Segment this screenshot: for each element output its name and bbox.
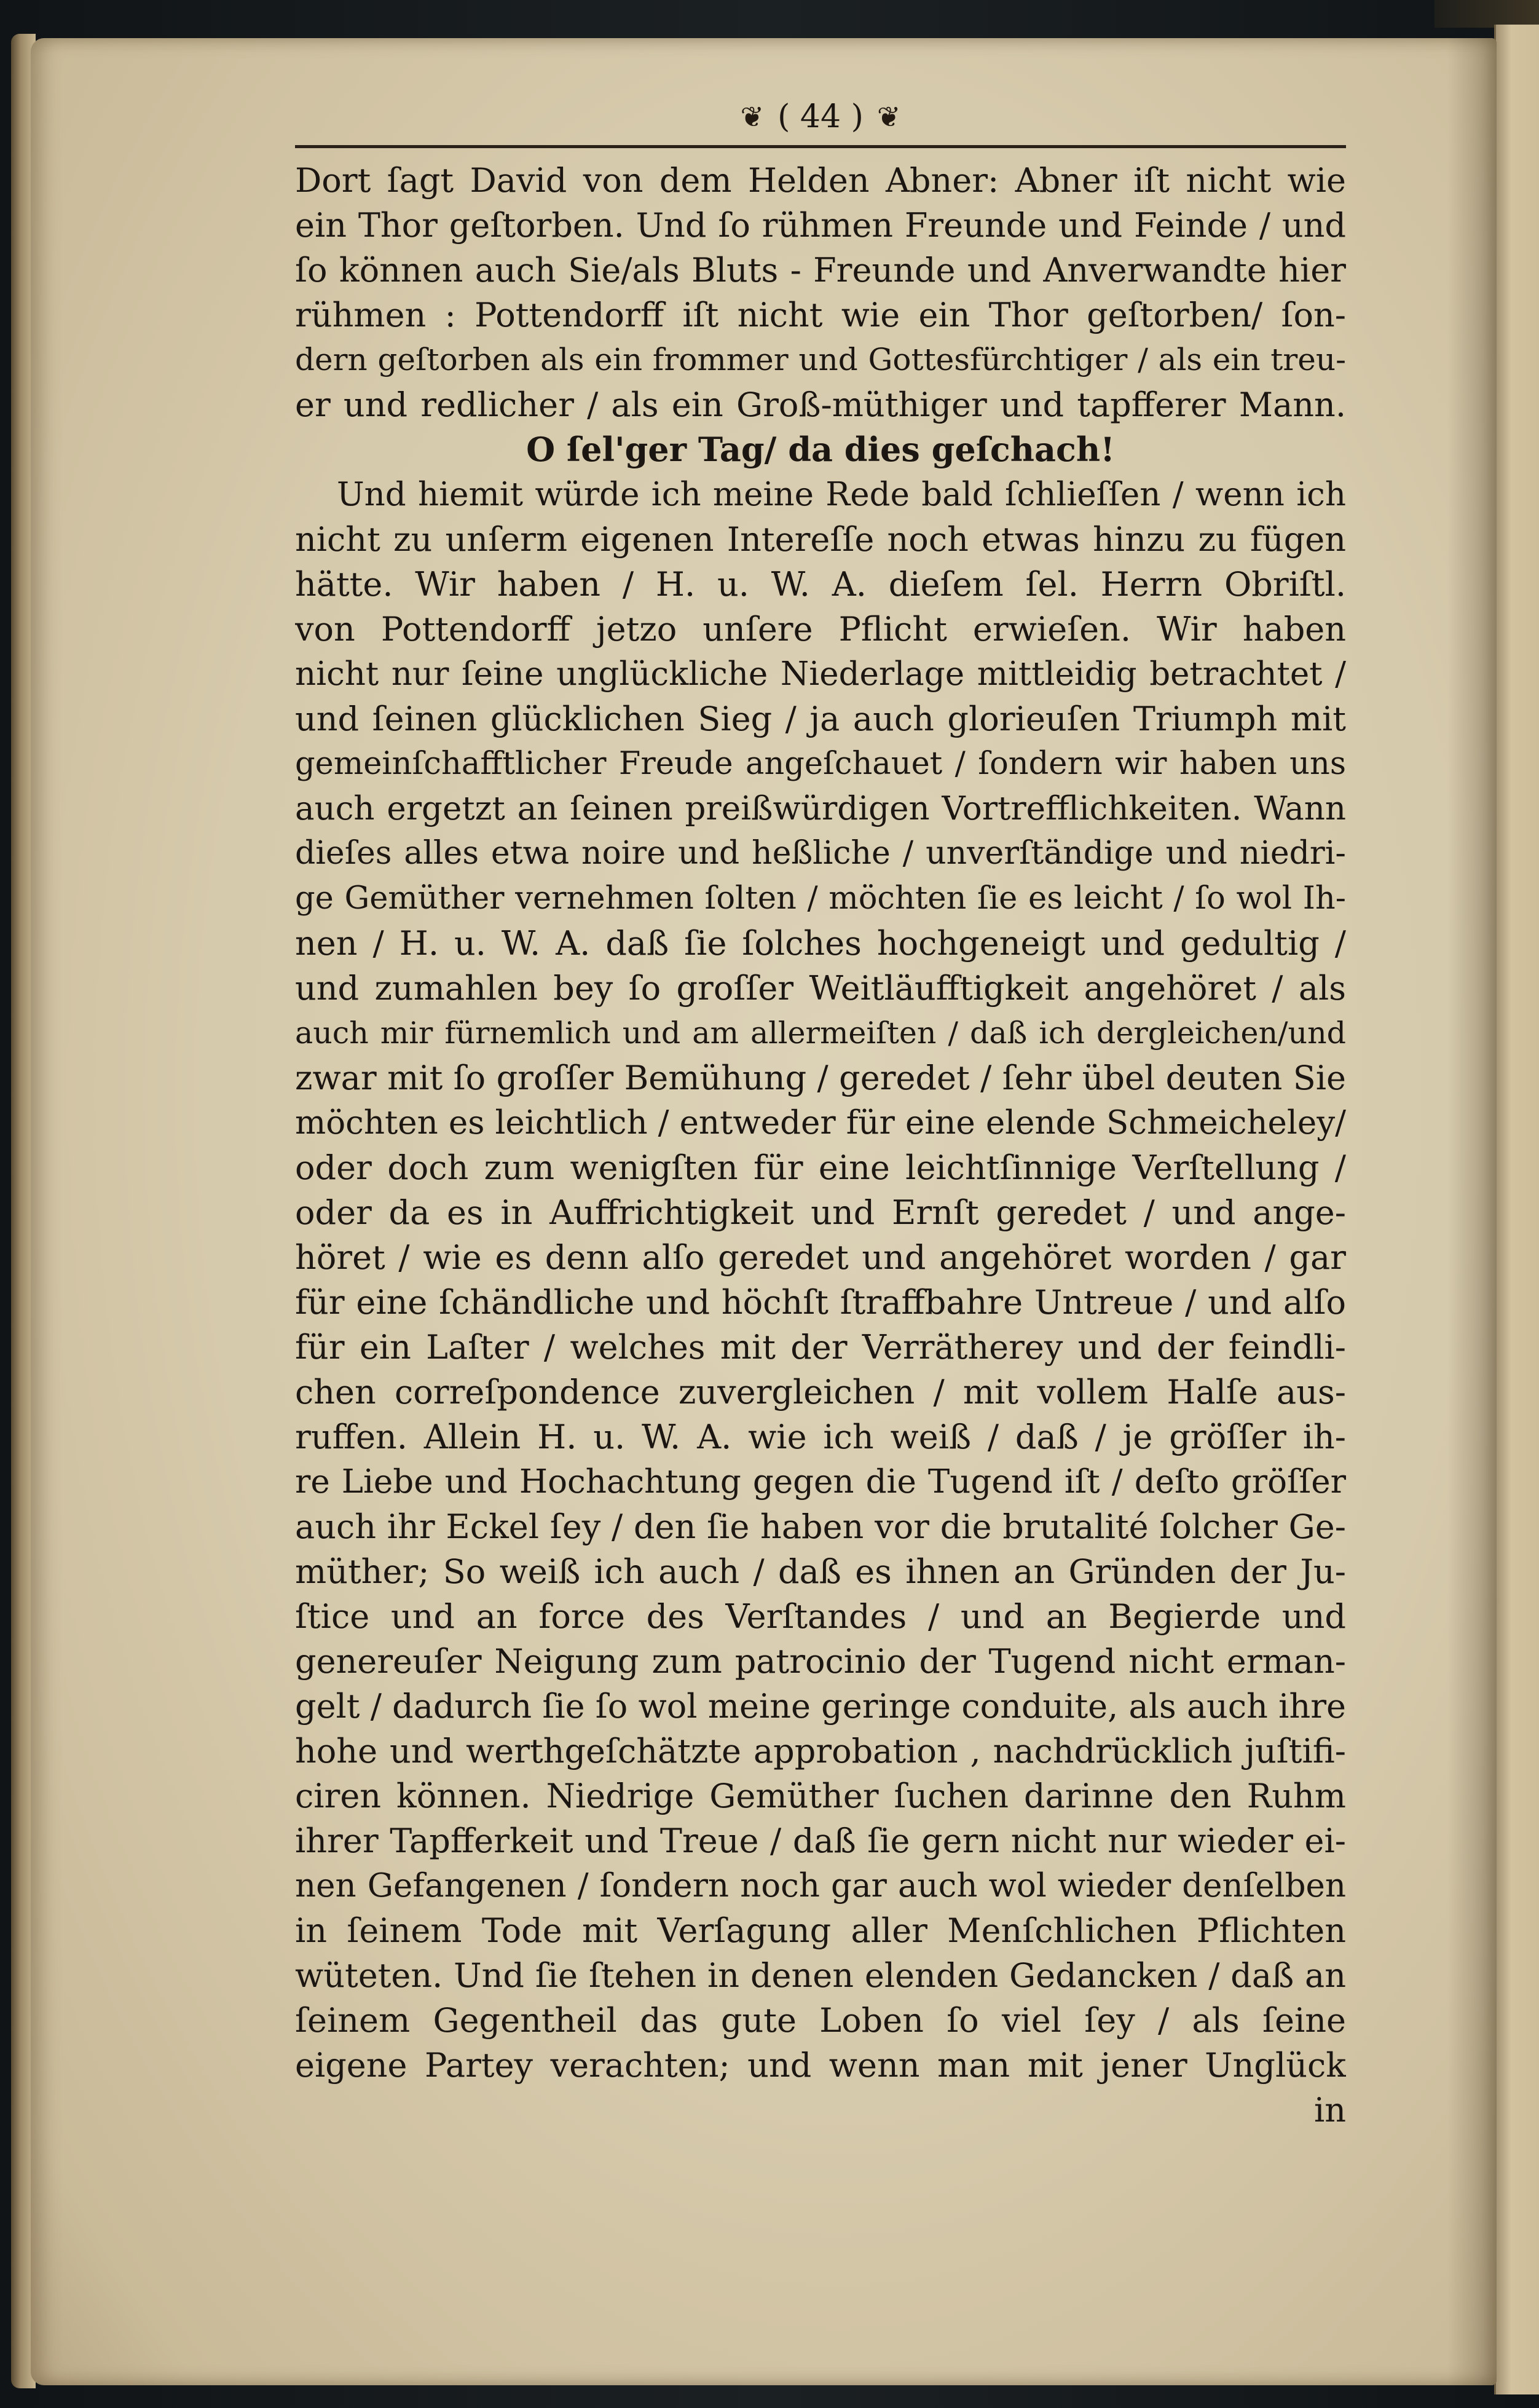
- text-line: gemeinſchafftlicher Freude angeſchauet / ſondern wir haben uns: [295, 746, 1346, 782]
- text-line: zwar mit ſo groſſer Bemühung / geredet / ſehr übel deuten Sie: [295, 1059, 1346, 1097]
- text-line: nicht zu unſerm eigenen Intereſſe noch etwas hinzu zu fügen: [295, 520, 1346, 559]
- fleuron-left-icon: ❦: [740, 100, 765, 133]
- text-line: oder doch zum wenigſten für eine leichtſinnige Verſtellung /: [295, 1148, 1346, 1187]
- page-text-block: [295, 92, 1346, 2133]
- text-line: auch mir fürnemlich und am allermeiſten / daß ich dergleichen/und: [295, 1016, 1346, 1051]
- text-line: genereuſer Neigung zum patrocinio der Tugend nicht erman-: [295, 1642, 1346, 1681]
- header-rule: [295, 145, 1346, 148]
- text-line: für ein Laſter / welches mit der Verrätherey und der feindli-: [295, 1328, 1346, 1367]
- text-line: wüteten. Und ſie ſtehen in denen elenden Gedancken / daß an: [295, 1956, 1346, 1995]
- text-line: ſeinem Gegentheil das gute Loben ſo viel ſey / als ſeine: [295, 2001, 1346, 2040]
- text-line: für eine ſchändliche und höchſt ſtraffbahre Untreue / und alſo: [295, 1283, 1346, 1322]
- text-line: Dort ſagt David von dem Helden Abner: Abner iſt nicht wie: [295, 161, 1346, 200]
- text-line: und ſeinen glücklichen Sieg / ja auch glorieuſen Triumph mit: [295, 700, 1346, 738]
- text-line: ruffen. Allein H. u. W. A. wie ich weiß / daß / je gröſſer ih-: [295, 1418, 1346, 1456]
- catchword: in: [1313, 2091, 1346, 2130]
- text-line: gelt / dadurch ſie ſo wol meine geringe conduite, als auch ihre: [295, 1687, 1346, 1726]
- page-number: ( 44 ): [777, 98, 864, 135]
- scan-corner-shadow: [1435, 0, 1539, 28]
- text-line: und zumahlen bey ſo groſſer Weitläufftigkeit angehöret / als: [295, 969, 1346, 1008]
- text-line: ein Thor geſtorben. Und ſo rühmen Freunde und Feinde / und: [295, 206, 1346, 245]
- text-line: oder da es in Auffrichtigkeit und Ernſt geredet / und ange-: [295, 1193, 1346, 1232]
- text-line: auch ihr Eckel ſey / den ſie haben vor die brutalité ſolcher Ge-: [295, 1507, 1346, 1546]
- text-line: hohe und werthgeſchätzte approbation , nachdrücklich juſtifi-: [295, 1732, 1346, 1770]
- text-line: chen correſpondence zuvergleichen / mit vollem Halſe aus-: [295, 1373, 1346, 1411]
- paragraph-start-line: Und hiemit würde ich meine Rede bald ſchlieſſen / wenn ich: [337, 476, 1346, 513]
- text-line: möchten es leichtlich / entweder für eine elende Schmeicheley/: [295, 1104, 1346, 1142]
- text-line: nen Gefangenen / ſondern noch gar auch wol wieder denſelben: [295, 1867, 1346, 1905]
- fleuron-right-icon: ❦: [876, 100, 901, 133]
- page-header: [295, 92, 1346, 141]
- text-line: nicht nur ſeine unglückliche Niederlage mittleidig betrachtet /: [295, 655, 1346, 693]
- text-line: von Pottendorff jetzo unſere Pflicht erwieſen. Wir haben: [295, 610, 1346, 649]
- text-line: eigene Partey verachten; und wenn man mit jener Unglück: [295, 2046, 1346, 2085]
- text-line: auch ergetzt an ſeinen preißwürdigen Vortrefflichkeiten. Wann: [295, 790, 1346, 827]
- text-line: re Liebe und Hochachtung gegen die Tugend iſt / deſto gröſſer: [295, 1463, 1346, 1501]
- text-line: rühmen : Pottendorff iſt nicht wie ein Thor geſtorben/ ſon-: [295, 296, 1346, 334]
- text-line: ſo können auch Sie/als Bluts - Freunde und Anverwandte hier: [295, 251, 1346, 290]
- text-line: ihrer Tapfferkeit und Treue / daß ſie gern nicht nur wieder ei-: [295, 1822, 1346, 1860]
- text-line: nen / H. u. W. A. daß ſie ſolches hochgeneigt und gedultig /: [295, 924, 1346, 963]
- text-line: dern geſtorben als ein frommer und Gottesfürchtiger / als ein treu-: [295, 342, 1346, 377]
- gutter-shadow: [1447, 38, 1497, 2385]
- exclamation-line: O ſel'ger Tag/ da dies geſchach!: [526, 430, 1115, 469]
- text-line: in ſeinem Tode mit Verſagung aller Menſchlichen Pflichten: [295, 1911, 1346, 1950]
- text-line: dieſes alles etwa noire und heßliche / unverſtändige und niedri-: [295, 835, 1346, 872]
- text-line: ciren können. Niedrige Gemüther ſuchen darinne den Ruhm: [295, 1777, 1346, 1815]
- text-line: ge Gemüther vernehmen ſolten / möchten ſie es leicht / ſo wol Ih-: [295, 880, 1346, 917]
- facing-page-edge: [1494, 25, 1539, 2394]
- text-line: hätte. Wir haben / H. u. W. A. dieſem ſel. Herrn Obriſtl.: [295, 565, 1346, 604]
- text-line: ſtice und an force des Verſtandes / und an Begierde und: [295, 1597, 1346, 1636]
- text-line: müther; So weiß ich auch / daß es ihnen an Gründen der Ju-: [295, 1552, 1346, 1591]
- text-line: höret / wie es denn alſo geredet und angehöret worden / gar: [295, 1238, 1346, 1277]
- text-line: er und redlicher / als ein Groß-müthiger und tapfferer Mann.: [295, 385, 1346, 424]
